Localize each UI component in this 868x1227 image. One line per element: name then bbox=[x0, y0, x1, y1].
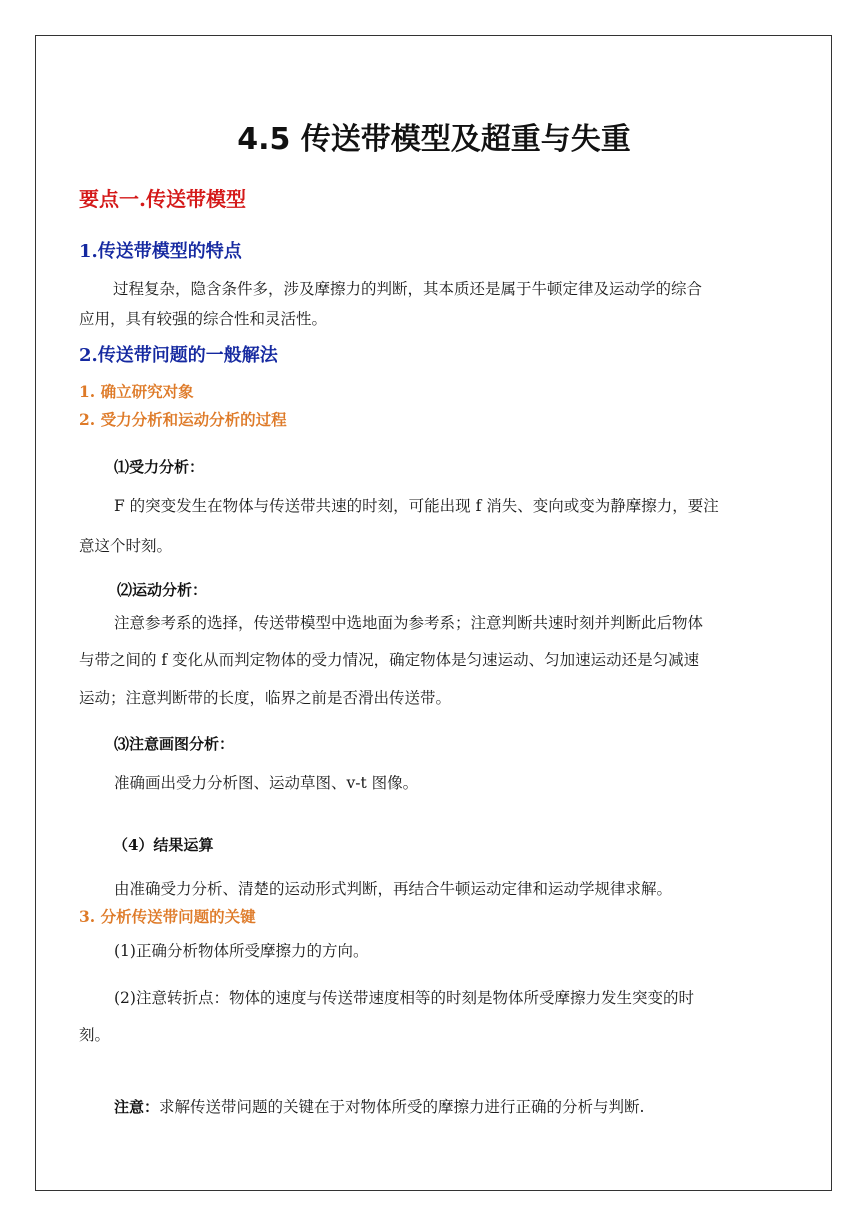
motion-analysis-label: ⑵运动分析： bbox=[117, 581, 208, 599]
force-analysis-label: ⑴受力分析： bbox=[114, 458, 205, 476]
note-label: 注意： bbox=[114, 1098, 160, 1116]
motion-analysis-line1: 注意参考系的选择，传送带模型中选地面为参考系；注意判断共速时刻并判断此后物体 bbox=[114, 614, 704, 632]
force-analysis-line1: F 的突变发生在物体与传送带共速的时刻，可能出现 f 消失、变向或变为静摩擦力，要注 bbox=[114, 497, 719, 515]
motion-analysis-line2: 与带之间的 f 变化从而判定物体的受力情况，确定物体是匀速运动、匀加速运动还是匀减速 bbox=[79, 651, 700, 669]
motion-analysis-line3: 运动；注意判断带的长度，临界之前是否滑出传送带。 bbox=[79, 689, 452, 707]
result-calc-label: （4）结果运算 bbox=[113, 836, 214, 854]
step-1-heading: 1. 确立研究对象 bbox=[79, 382, 194, 401]
note-block bbox=[114, 1095, 644, 1117]
result-calc-line1: 由准确受力分析、清楚的运动形式判断，再结合牛顿运动定律和运动学规律求解。 bbox=[114, 880, 673, 898]
key-point-2-line1: (2)注意转折点：物体的速度与传送带速度相等的时刻是物体所受摩擦力发生突变的时 bbox=[114, 989, 694, 1007]
subsection-heading-method: 2.传送带问题的一般解法 bbox=[79, 345, 278, 366]
page-title: 4.5 传送带模型及超重与失重 bbox=[237, 122, 631, 157]
features-paragraph-line1: 过程复杂，隐含条件多，涉及摩擦力的判断，其本质还是属于牛顿定律及运动学的综合 bbox=[113, 280, 703, 298]
key-point-1: (1)正确分析物体所受摩擦力的方向。 bbox=[114, 942, 369, 960]
diagram-analysis-label: ⑶注意画图分析： bbox=[114, 735, 235, 753]
note-text: 求解传送带问题的关键在于对物体所受的摩擦力进行正确的分析与判断. bbox=[159, 1098, 645, 1116]
step-2-heading: 2. 受力分析和运动分析的过程 bbox=[79, 410, 287, 429]
key-point-2-line2: 刻。 bbox=[79, 1026, 111, 1044]
subsection-heading-features: 1.传送带模型的特点 bbox=[79, 241, 242, 262]
section-heading: 要点一.传送带模型 bbox=[79, 187, 246, 211]
features-paragraph-line2: 应用，具有较强的综合性和灵活性。 bbox=[79, 310, 328, 328]
step-3-heading: 3. 分析传送带问题的关键 bbox=[79, 907, 256, 926]
force-analysis-line2: 意这个时刻。 bbox=[79, 537, 173, 555]
diagram-analysis-line1: 准确画出受力分析图、运动草图、v-t 图像。 bbox=[114, 774, 419, 792]
